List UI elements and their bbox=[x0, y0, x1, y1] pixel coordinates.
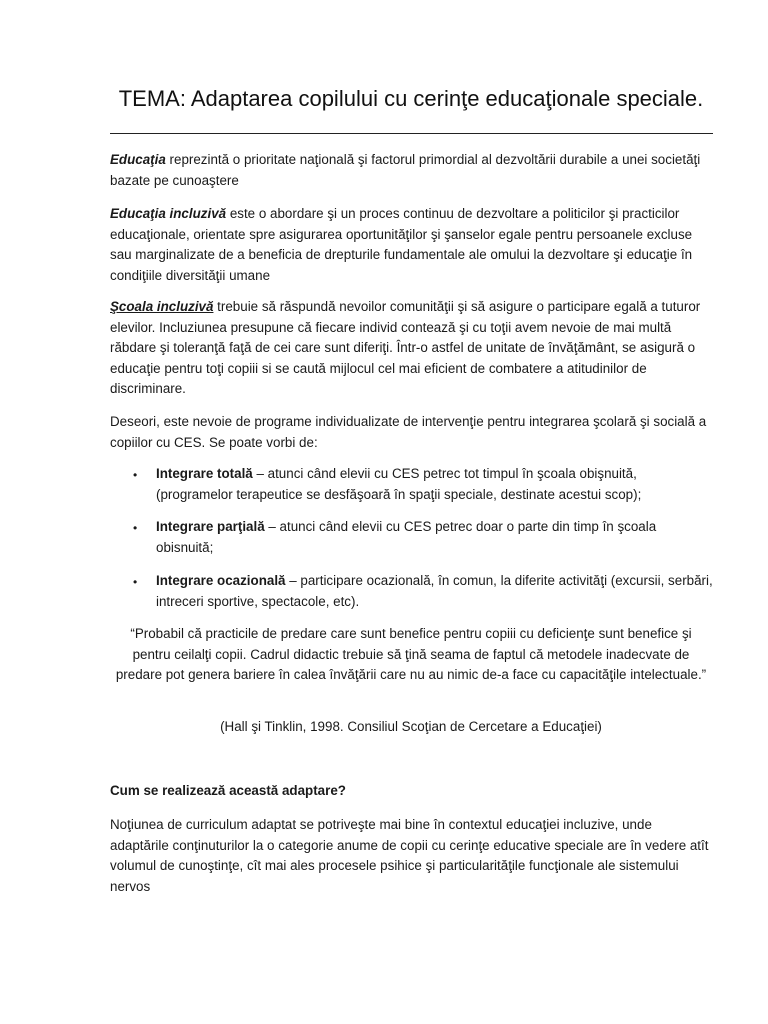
bullet-icon: • bbox=[133, 521, 138, 535]
list-item-text: – atunci când elevii cu CES petrec tot timpul în şcoala obişnuită, (programelor terapeutice se desfăşoară în spaţii speciale, destinate acestui scop); bbox=[156, 466, 642, 502]
term-scoala-incluziva: Şcoala incluzivă bbox=[110, 299, 214, 314]
bullet-icon: • bbox=[133, 468, 138, 482]
section-heading: Cum se realizează această adaptare? bbox=[110, 783, 346, 798]
list-item-text: – atunci când elevii cu CES petrec doar o parte din timp în şcoala obisnuită; bbox=[156, 519, 657, 555]
paragraph-deseori: Deseori, este nevoie de programe individualizate de intervenţie pentru integrarea şcolară şi socială a copiilor cu CES. Se poate vorbi de: bbox=[110, 414, 707, 450]
list-item-text: – participare ocazională, în comun, la diferite activităţi (excursii, serbări, intreceri sportive, spectacole, etc). bbox=[156, 573, 713, 609]
paragraph-educatia-incluziva bbox=[110, 204, 712, 286]
term-educatia: Educaţia bbox=[110, 152, 166, 167]
paragraph-curriculum: Noţiunea de curriculum adaptat se potriveşte mai bine în contextul educaţiei incluzive, unde adaptările conţinuturilor la o categorie anume de copii cu cerinţe educative speciale are în vedere atît volumul de cunoştinţe, cît mai ales procesele psihice şi particularităţile funcţionale ale sistemului nervos bbox=[110, 817, 709, 894]
list-item-integrare-ocazionala bbox=[156, 571, 716, 612]
list-item-term: Integrare parţială bbox=[156, 519, 265, 534]
list-item-term: Integrare ocazională bbox=[156, 573, 286, 588]
page-title: TEMA: Adaptarea copilului cu cerinţe educaţionale speciale. bbox=[118, 85, 704, 111]
paragraph-text: este o abordare şi un proces continuu de dezvoltare a politicilor şi practicilor educaţionale, orientate spre asigurarea oportunităţilor şi şanselor egale pentru persoanele excluse sau marginalizate de a beneficia de drepturile fundamentale ale omului la dezvoltare şi educaţie în condiţiile diversităţii umane bbox=[110, 206, 693, 283]
list-item-term: Integrare totală bbox=[156, 466, 253, 481]
paragraph-scoala-incluziva bbox=[110, 297, 712, 400]
citation: (Hall şi Tinklin, 1998. Consiliul Scoţian de Cercetare a Educaţiei) bbox=[220, 719, 602, 734]
bullet-icon: • bbox=[133, 575, 138, 589]
quote: “Probabil că practicile de predare care sunt benefice pentru copiii cu deficienţe sunt benefice şi pentru ceilalţi copii. Cadrul didactic trebuie să ţină seama de faptul că metodele inadecvate de predare pot genera bariere în calea învăţării care nu au nimic de-a face cu capacităţile intelectuale.” bbox=[115, 626, 707, 682]
paragraph-text: reprezintă o prioritate naţională şi factorul primordial al dezvoltării durabile a unei societăţi bazate pe cunoaştere bbox=[110, 152, 701, 188]
paragraph-educatia bbox=[110, 150, 712, 191]
paragraph-text: trebuie să răspundă nevoilor comunităţii şi să asigure o participare egală a tuturor elevilor. Incluziunea presupune că fiecare individ contează şi cu toţii avem nevoie de mai multă răbdare şi toleranţă faţă de cei care sunt diferiţi. Într-o astfel de unitate de învăţământ, se asigură o educaţie pentru toţi copiii si se caută mijlocul cel mai eficient de combatere a atitudinilor de discriminare. bbox=[110, 299, 701, 396]
list-item-integrare-totala bbox=[156, 464, 716, 505]
term-educatia-incluziva: Educaţia incluzivă bbox=[110, 206, 227, 221]
list-item-integrare-partiala bbox=[156, 517, 716, 558]
title-divider bbox=[110, 133, 713, 134]
